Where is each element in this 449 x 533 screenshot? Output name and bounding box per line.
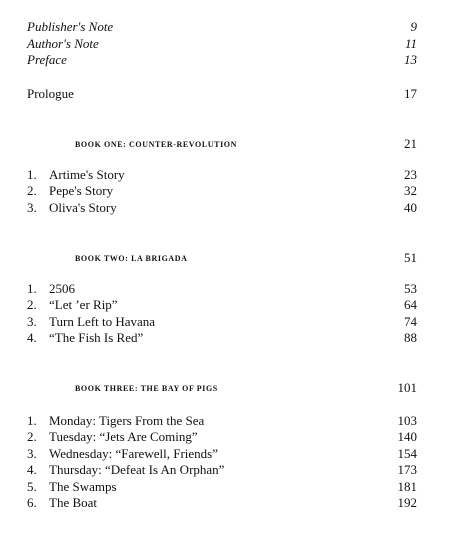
entry-page: 11 — [404, 36, 417, 51]
chapter-title: The Swamps — [49, 479, 117, 494]
chapter-title: Wednesday: “Farewell, Friends” — [49, 446, 218, 461]
chapter-number: 2. — [27, 183, 37, 198]
toc-entry-publishers-note — [27, 19, 417, 34]
chapter-number: 3. — [27, 446, 37, 461]
chapter-entry — [27, 495, 417, 510]
entry-page: 17 — [404, 86, 417, 101]
chapter-title: Artime's Story — [49, 167, 125, 182]
chapter-number: 3. — [27, 200, 37, 215]
toc-entry-prologue — [27, 86, 417, 101]
chapter-title: Monday: Tigers From the Sea — [49, 413, 205, 428]
entry-title: Author's Note — [27, 36, 99, 51]
entry-page: 173 — [397, 462, 417, 477]
entry-page: 64 — [404, 297, 417, 312]
chapter-entry — [27, 281, 417, 296]
entry-page: 23 — [404, 167, 417, 182]
book-title: BOOK ONE: COUNTER-REVOLUTION — [75, 140, 237, 149]
chapter-number: 4. — [27, 330, 37, 345]
chapter-entry — [27, 167, 417, 182]
chapter-entry — [27, 413, 417, 428]
entry-title: Publisher's Note — [27, 19, 114, 34]
entry-page: 13 — [404, 52, 417, 67]
chapter-number: 1. — [27, 167, 37, 182]
entry-page: 154 — [397, 446, 417, 461]
chapter-number: 3. — [27, 314, 37, 329]
entry-page: 40 — [404, 200, 417, 215]
entry-page: 74 — [404, 314, 417, 329]
chapter-entry — [27, 479, 417, 494]
chapter-number: 4. — [27, 462, 37, 477]
chapter-number: 2. — [27, 429, 37, 444]
book-title: BOOK TWO: LA BRIGADA — [75, 254, 188, 263]
entry-page: 88 — [404, 330, 417, 345]
chapter-title: Turn Left to Havana — [49, 314, 156, 329]
entry-title: Preface — [27, 52, 67, 67]
chapter-title: Oliva's Story — [49, 200, 117, 215]
chapter-number: 5. — [27, 479, 37, 494]
chapter-entry — [27, 200, 417, 215]
chapter-entry — [27, 446, 417, 461]
book-heading-two — [27, 250, 417, 265]
chapter-entry — [27, 330, 417, 345]
entry-page: 101 — [397, 380, 417, 395]
chapter-title: Thursday: “Defeat Is An Orphan” — [49, 462, 225, 477]
toc-entry-authors-note — [27, 36, 417, 51]
chapter-number: 6. — [27, 495, 37, 510]
chapter-entry — [27, 314, 417, 329]
entry-page: 181 — [397, 479, 417, 494]
book-heading-three — [27, 380, 417, 395]
book-heading-one — [27, 136, 417, 151]
entry-page: 51 — [404, 250, 417, 265]
chapter-number: 1. — [27, 413, 37, 428]
entry-page: 192 — [397, 495, 417, 510]
chapter-number: 2. — [27, 297, 37, 312]
entry-page: 103 — [397, 413, 417, 428]
chapter-number: 1. — [27, 281, 37, 296]
toc-entry-preface — [27, 52, 417, 67]
entry-page: 140 — [397, 429, 417, 444]
entry-page: 53 — [404, 281, 417, 296]
chapter-entry — [27, 297, 417, 312]
entry-page: 32 — [404, 183, 417, 198]
chapter-title: “The Fish Is Red” — [49, 330, 144, 345]
chapter-title: 2506 — [49, 281, 75, 296]
chapter-entry — [27, 462, 417, 477]
entry-page: 9 — [410, 19, 417, 34]
chapter-title: The Boat — [49, 495, 98, 510]
chapter-title: Tuesday: “Jets Are Coming” — [49, 429, 198, 444]
chapter-entry — [27, 429, 417, 444]
chapter-title: Pepe's Story — [49, 183, 114, 198]
chapter-entry — [27, 183, 417, 198]
entry-page: 21 — [404, 136, 417, 151]
entry-title: Prologue — [27, 86, 74, 101]
chapter-title: “Let ’er Rip” — [49, 297, 118, 312]
book-title: BOOK THREE: THE BAY OF PIGS — [75, 384, 218, 393]
